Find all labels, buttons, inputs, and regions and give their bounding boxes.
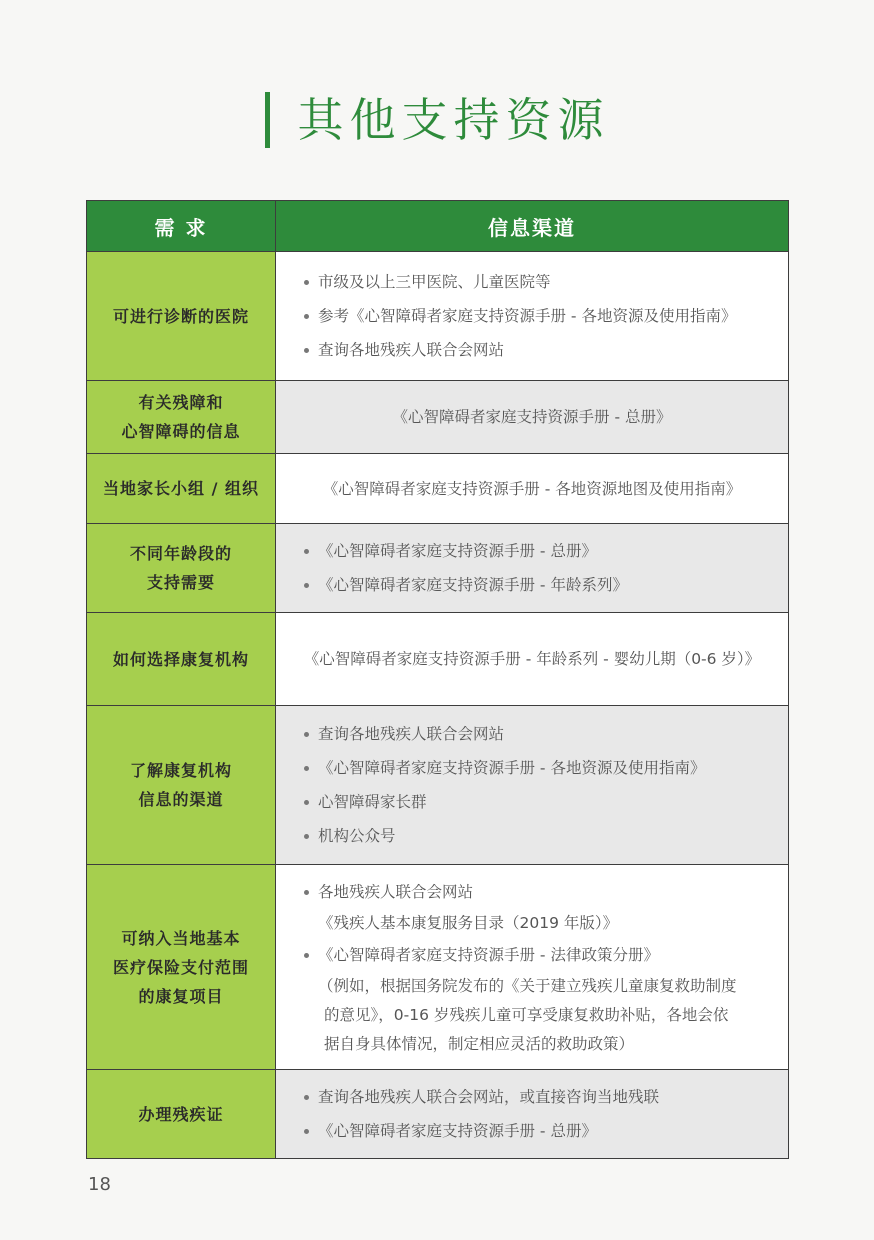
channel-item-text: 《心智障碍者家庭支持资源手册 - 年龄系列》 <box>318 576 628 594</box>
title-area <box>0 88 874 152</box>
channel-item-text: 《心智障碍者家庭支持资源手册 - 法律政策分册》 <box>318 946 659 964</box>
channel-cell <box>276 865 789 1070</box>
channel-item-text: 心智障碍家长群 <box>318 793 427 811</box>
need-cell <box>87 524 276 613</box>
channel-list-item <box>304 938 774 1059</box>
need-label-line: 办理残疾证 <box>138 1104 224 1124</box>
channel-item-text: 《心智障碍者家庭支持资源手册 - 总册》 <box>318 542 597 560</box>
channel-list <box>304 717 774 853</box>
channel-list-item <box>304 265 774 299</box>
need-label-line: 信息的渠道 <box>138 790 224 809</box>
channel-cell <box>276 381 789 454</box>
channel-list <box>304 534 774 602</box>
channel-list-item <box>304 534 774 568</box>
channel-cell <box>276 454 789 524</box>
channel-item-text: 《心智障碍者家庭支持资源手册 - 各地资源及使用指南》 <box>318 759 706 777</box>
channel-item-text: 《心智障碍者家庭支持资源手册 - 总册》 <box>318 1122 597 1140</box>
channel-list-item <box>304 751 774 785</box>
need-label-line: 当地家长小组 / 组织 <box>103 479 259 498</box>
channel-list-item <box>304 717 774 751</box>
channel-item-subtext: （例如，根据国务院发布的《关于建立残疾儿童康复救助制度 <box>318 977 737 995</box>
channel-item-text: 查询各地残疾人联合会网站，或直接咨询当地残联 <box>318 1088 660 1106</box>
channel-list-item <box>304 568 774 602</box>
need-label-line: 可纳入当地基本 <box>121 928 241 948</box>
header-need: 需 求 <box>87 201 276 252</box>
channel-cell <box>276 613 789 706</box>
resource-table <box>86 200 789 1159</box>
channel-item-subtext: 《残疾人基本康复服务目录（2019 年版）》 <box>318 914 619 932</box>
table-row <box>87 381 789 454</box>
channel-list-item <box>304 785 774 819</box>
need-label-line: 可进行诊断的医院 <box>112 306 249 326</box>
channel-list <box>304 1080 774 1148</box>
need-label-line: 的康复项目 <box>138 986 224 1006</box>
channel-item-text: 查询各地残疾人联合会网站 <box>318 725 505 743</box>
channel-item-subtext: 据自身具体情况，制定相应灵活的救助政策） <box>324 1035 635 1053</box>
header-channel: 信息渠道 <box>276 201 789 252</box>
need-cell <box>87 613 276 706</box>
channel-list-item <box>304 1080 774 1114</box>
need-label-line: 心智障碍的信息 <box>121 422 241 441</box>
need-label-line: 不同年龄段的 <box>129 544 232 563</box>
need-cell <box>87 1070 276 1159</box>
table-row <box>87 613 789 706</box>
channel-item-text: 参考《心智障碍者家庭支持资源手册 - 各地资源及使用指南》 <box>318 307 737 325</box>
need-label-line: 有关残障和 <box>138 393 224 412</box>
page-number: 18 <box>88 1174 111 1195</box>
channel-list-item <box>304 333 774 367</box>
need-label-line: 支持需要 <box>146 573 215 592</box>
channel-list <box>304 875 774 1059</box>
table-body <box>87 252 789 1159</box>
channel-item-text: 查询各地残疾人联合会网站 <box>318 341 505 359</box>
channel-list-item <box>304 1114 774 1148</box>
channel-cell <box>276 706 789 865</box>
channel-text: 《心智障碍者家庭支持资源手册 - 总册》 <box>392 408 672 426</box>
channel-cell <box>276 524 789 613</box>
need-cell <box>87 865 276 1070</box>
table-row <box>87 865 789 1070</box>
channel-item-text: 机构公众号 <box>318 827 396 845</box>
table-header-row <box>87 201 789 252</box>
need-cell <box>87 252 276 381</box>
table-row <box>87 252 789 381</box>
channel-text: 《心智障碍者家庭支持资源手册 - 年龄系列 - 婴幼儿期（0-6 岁）》 <box>303 650 761 668</box>
channel-text: 《心智障碍者家庭支持资源手册 - 各地资源地图及使用指南》 <box>322 479 742 498</box>
need-cell <box>87 706 276 865</box>
channel-list-item <box>304 875 774 938</box>
table-row <box>87 706 789 865</box>
channel-list-item <box>304 299 774 333</box>
need-cell <box>87 381 276 454</box>
channel-item-subtext: 的意见》，0-16 岁残疾儿童可享受康复救助补贴，各地会依 <box>324 1006 729 1024</box>
channel-cell <box>276 1070 789 1159</box>
need-label-line: 医疗保险支付范围 <box>112 957 249 977</box>
need-label-line: 如何选择康复机构 <box>112 649 249 669</box>
need-cell <box>87 454 276 524</box>
channel-list <box>304 265 774 367</box>
page-title: 其他支持资源 <box>297 93 610 147</box>
table-row <box>87 1070 789 1159</box>
channel-item-text: 各地残疾人联合会网站 <box>318 883 474 901</box>
channel-item-text: 市级及以上三甲医院、儿童医院等 <box>318 273 551 291</box>
channel-list-item <box>304 819 774 853</box>
title-accent-bar <box>265 92 270 148</box>
table-row <box>87 524 789 613</box>
need-label-line: 了解康复机构 <box>129 761 232 780</box>
channel-cell <box>276 252 789 381</box>
table-row <box>87 454 789 524</box>
